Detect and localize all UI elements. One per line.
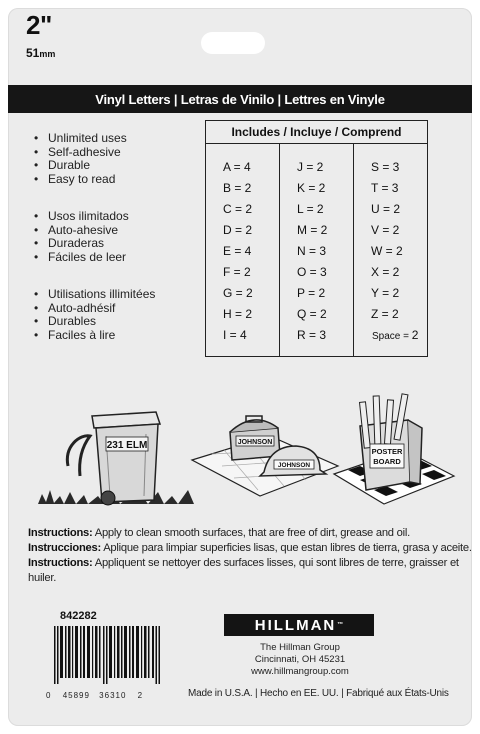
letter-count: N = 3 xyxy=(297,244,327,258)
barcode-digit: 2 xyxy=(137,691,144,700)
letter-count: Q = 2 xyxy=(297,307,327,321)
instruction-french xyxy=(28,556,472,586)
feature-item: • Usos ilimitados xyxy=(48,210,129,224)
letter-count: G = 2 xyxy=(223,286,253,300)
contents-table xyxy=(205,120,428,357)
features-french xyxy=(48,288,155,342)
barcode-digit: 36310 xyxy=(99,691,127,700)
letter-count: V = 2 xyxy=(371,223,400,237)
logo-text: HILLMAN xyxy=(254,616,337,634)
letter-count: L = 2 xyxy=(297,202,324,216)
poster-board-illustration xyxy=(334,394,454,504)
letter-count: X = 2 xyxy=(371,265,400,279)
instruction-label: Instructions: xyxy=(28,557,93,569)
letter-count: H = 2 xyxy=(223,307,253,321)
letter-count: W = 2 xyxy=(371,244,403,258)
barcode-icon xyxy=(54,626,160,684)
package-card xyxy=(8,8,472,726)
feature-item: • Faciles à lire xyxy=(48,329,155,343)
space-value: 2 xyxy=(411,328,419,342)
letter-count: S = 3 xyxy=(371,160,400,174)
made-in-label: Made in U.S.A. | Hecho en EE. UU. | Fabriqué aux États-Unis xyxy=(188,688,449,699)
feature-item: • Easy to read xyxy=(48,173,127,187)
letter-count: T = 3 xyxy=(371,181,399,195)
space-label: Space = xyxy=(372,331,409,342)
company-website: www.hillmangroup.com xyxy=(251,666,349,677)
hillman-logo xyxy=(224,614,374,636)
features-english xyxy=(48,132,127,186)
instruction-label: Instructions: xyxy=(28,527,93,539)
marker-icon xyxy=(373,396,381,444)
company-name: The Hillman Group xyxy=(260,642,340,653)
letter-count: I = 4 xyxy=(223,328,247,342)
metric-unit: mm xyxy=(39,49,56,59)
letter-count: F = 2 xyxy=(223,265,251,279)
letter-count: J = 2 xyxy=(297,160,324,174)
feature-item: • Auto-adhésif xyxy=(48,302,155,316)
letter-count: U = 2 xyxy=(371,202,401,216)
instruction-label: Instrucciones: xyxy=(28,542,101,554)
contents-column-3 xyxy=(353,143,427,356)
letter-count: O = 3 xyxy=(297,265,327,279)
bag-tie-icon xyxy=(67,436,90,476)
feature-item: • Durables xyxy=(48,315,155,329)
letter-count: R = 3 xyxy=(297,328,327,342)
contents-table-title: Includes / Incluye / Comprend xyxy=(206,121,427,144)
letter-count: Y = 2 xyxy=(371,286,400,300)
wheel-icon xyxy=(101,491,115,505)
feature-item: • Auto-ahesive xyxy=(48,224,129,238)
trademark-symbol: ™ xyxy=(337,622,344,628)
instruction-english xyxy=(28,526,472,541)
instruction-text: Aplique para limpiar superficies lisas, que estan libres de tierra, grasa y aceite. xyxy=(100,542,472,554)
sku-number: 842282 xyxy=(60,610,97,622)
barcode-digit: 0 xyxy=(46,691,52,700)
instruction-text: Appliquent se nettoyer des surfaces lisses, qui sont libres de terre, graisser et huiler. xyxy=(28,557,459,584)
hard-hat-label: JOHNSON xyxy=(277,462,311,469)
letter-count: E = 4 xyxy=(223,244,252,258)
letter-count: A = 4 xyxy=(223,160,251,174)
letter-count: D = 2 xyxy=(223,223,253,237)
instructions xyxy=(28,526,472,586)
space-count xyxy=(354,327,427,348)
features-spanish xyxy=(48,210,129,264)
feature-item: • Self-adhesive xyxy=(48,146,127,160)
hang-hole xyxy=(201,32,265,54)
trash-bin-illustration xyxy=(38,412,194,505)
letter-size: 2" xyxy=(26,10,52,40)
letter-count: B = 2 xyxy=(223,181,252,195)
instruction-text: Apply to clean smooth surfaces, that are free of dirt, grease and oil. xyxy=(92,527,410,539)
letter-count: M = 2 xyxy=(297,223,328,237)
letter-size-metric xyxy=(26,46,55,60)
poster-label-line2: BOARD xyxy=(373,457,401,466)
barcode-digit: 45899 xyxy=(62,691,90,700)
contents-column-2 xyxy=(279,143,353,356)
lunchbox-label: JOHNSON xyxy=(237,439,273,446)
feature-item: • Duraderas xyxy=(48,237,129,251)
feature-item: • Fáciles de leer xyxy=(48,251,129,265)
instruction-spanish xyxy=(28,541,472,556)
letter-count: K = 2 xyxy=(297,181,326,195)
usage-illustrations xyxy=(8,386,472,516)
metric-value: 51 xyxy=(26,46,40,60)
product-title-banner: Vinyl Letters | Letras de Vinilo | Lettres en Vinyle xyxy=(8,85,472,113)
poster-label-line1: POSTER xyxy=(371,447,403,456)
barcode-digits xyxy=(46,691,143,700)
bin-body-icon xyxy=(96,424,158,502)
contents-column-1 xyxy=(206,143,279,356)
feature-item: • Durable xyxy=(48,159,127,173)
company-address xyxy=(235,642,365,678)
bin-label: 231 ELM xyxy=(106,440,148,451)
letter-count: Z = 2 xyxy=(371,307,399,321)
feature-item: • Utilisations illimitées xyxy=(48,288,155,302)
lunchbox-helmet-illustration xyxy=(192,416,338,496)
letter-count: P = 2 xyxy=(297,286,326,300)
letter-count: C = 2 xyxy=(223,202,253,216)
feature-item: • Unlimited uses xyxy=(48,132,127,146)
company-city: Cincinnati, OH 45231 xyxy=(254,654,346,665)
